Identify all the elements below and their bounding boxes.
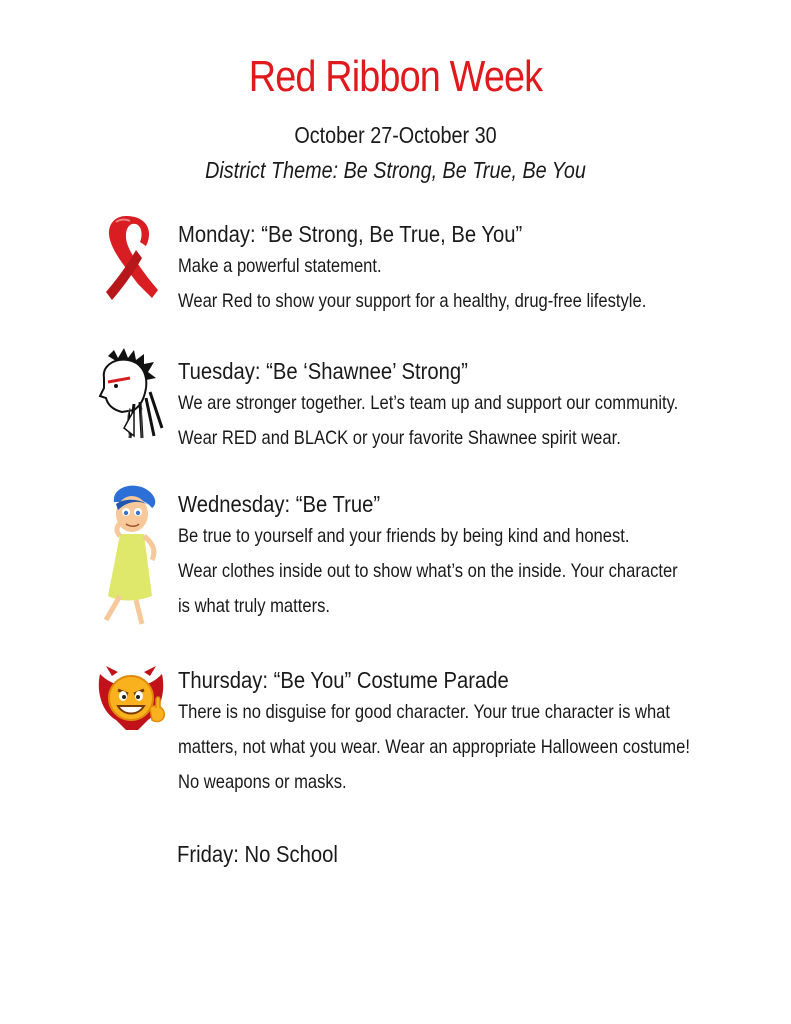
monday-line: Make a powerful statement. (178, 255, 382, 277)
shawnee-mascot-icon (94, 348, 164, 442)
page-title: Red Ribbon Week (248, 52, 543, 101)
thursday-line: There is no disguise for good character. Your true character is what (178, 701, 671, 723)
district-theme: District Theme: Be Strong, Be True, Be You (205, 157, 586, 183)
devil-emoji-icon (96, 664, 168, 734)
tuesday-line: Wear RED and BLACK or your favorite Shawnee spirit wear. (178, 427, 621, 449)
wednesday-line: Be true to yourself and your friends by being kind and honest. (178, 525, 630, 547)
thursday-section (178, 665, 738, 800)
joy-character-icon (96, 484, 164, 626)
friday-note: Friday: No School (177, 841, 338, 867)
wednesday-heading: Wednesday: “Be True” (178, 491, 381, 517)
wednesday-line: is what truly matters. (178, 595, 330, 617)
tuesday-section (178, 356, 738, 456)
wednesday-section (178, 489, 738, 624)
thursday-line: matters, not what you wear. Wear an appropriate Halloween costume! (178, 736, 690, 758)
monday-section (178, 219, 738, 319)
monday-line: Wear Red to show your support for a healthy, drug-free lifestyle. (178, 290, 647, 312)
tuesday-heading: Tuesday: “Be ‘Shawnee’ Strong” (178, 358, 468, 384)
event-dates: October 27-October 30 (294, 122, 497, 148)
thursday-line: No weapons or masks. (178, 771, 347, 793)
wednesday-line: Wear clothes inside out to show what’s on the inside. Your character (178, 560, 678, 582)
thursday-heading: Thursday: “Be You” Costume Parade (178, 667, 509, 693)
tuesday-line: We are stronger together. Let’s team up and support our community. (178, 392, 679, 414)
monday-heading: Monday: “Be Strong, Be True, Be You” (178, 221, 523, 247)
red-ribbon-icon (96, 210, 166, 302)
